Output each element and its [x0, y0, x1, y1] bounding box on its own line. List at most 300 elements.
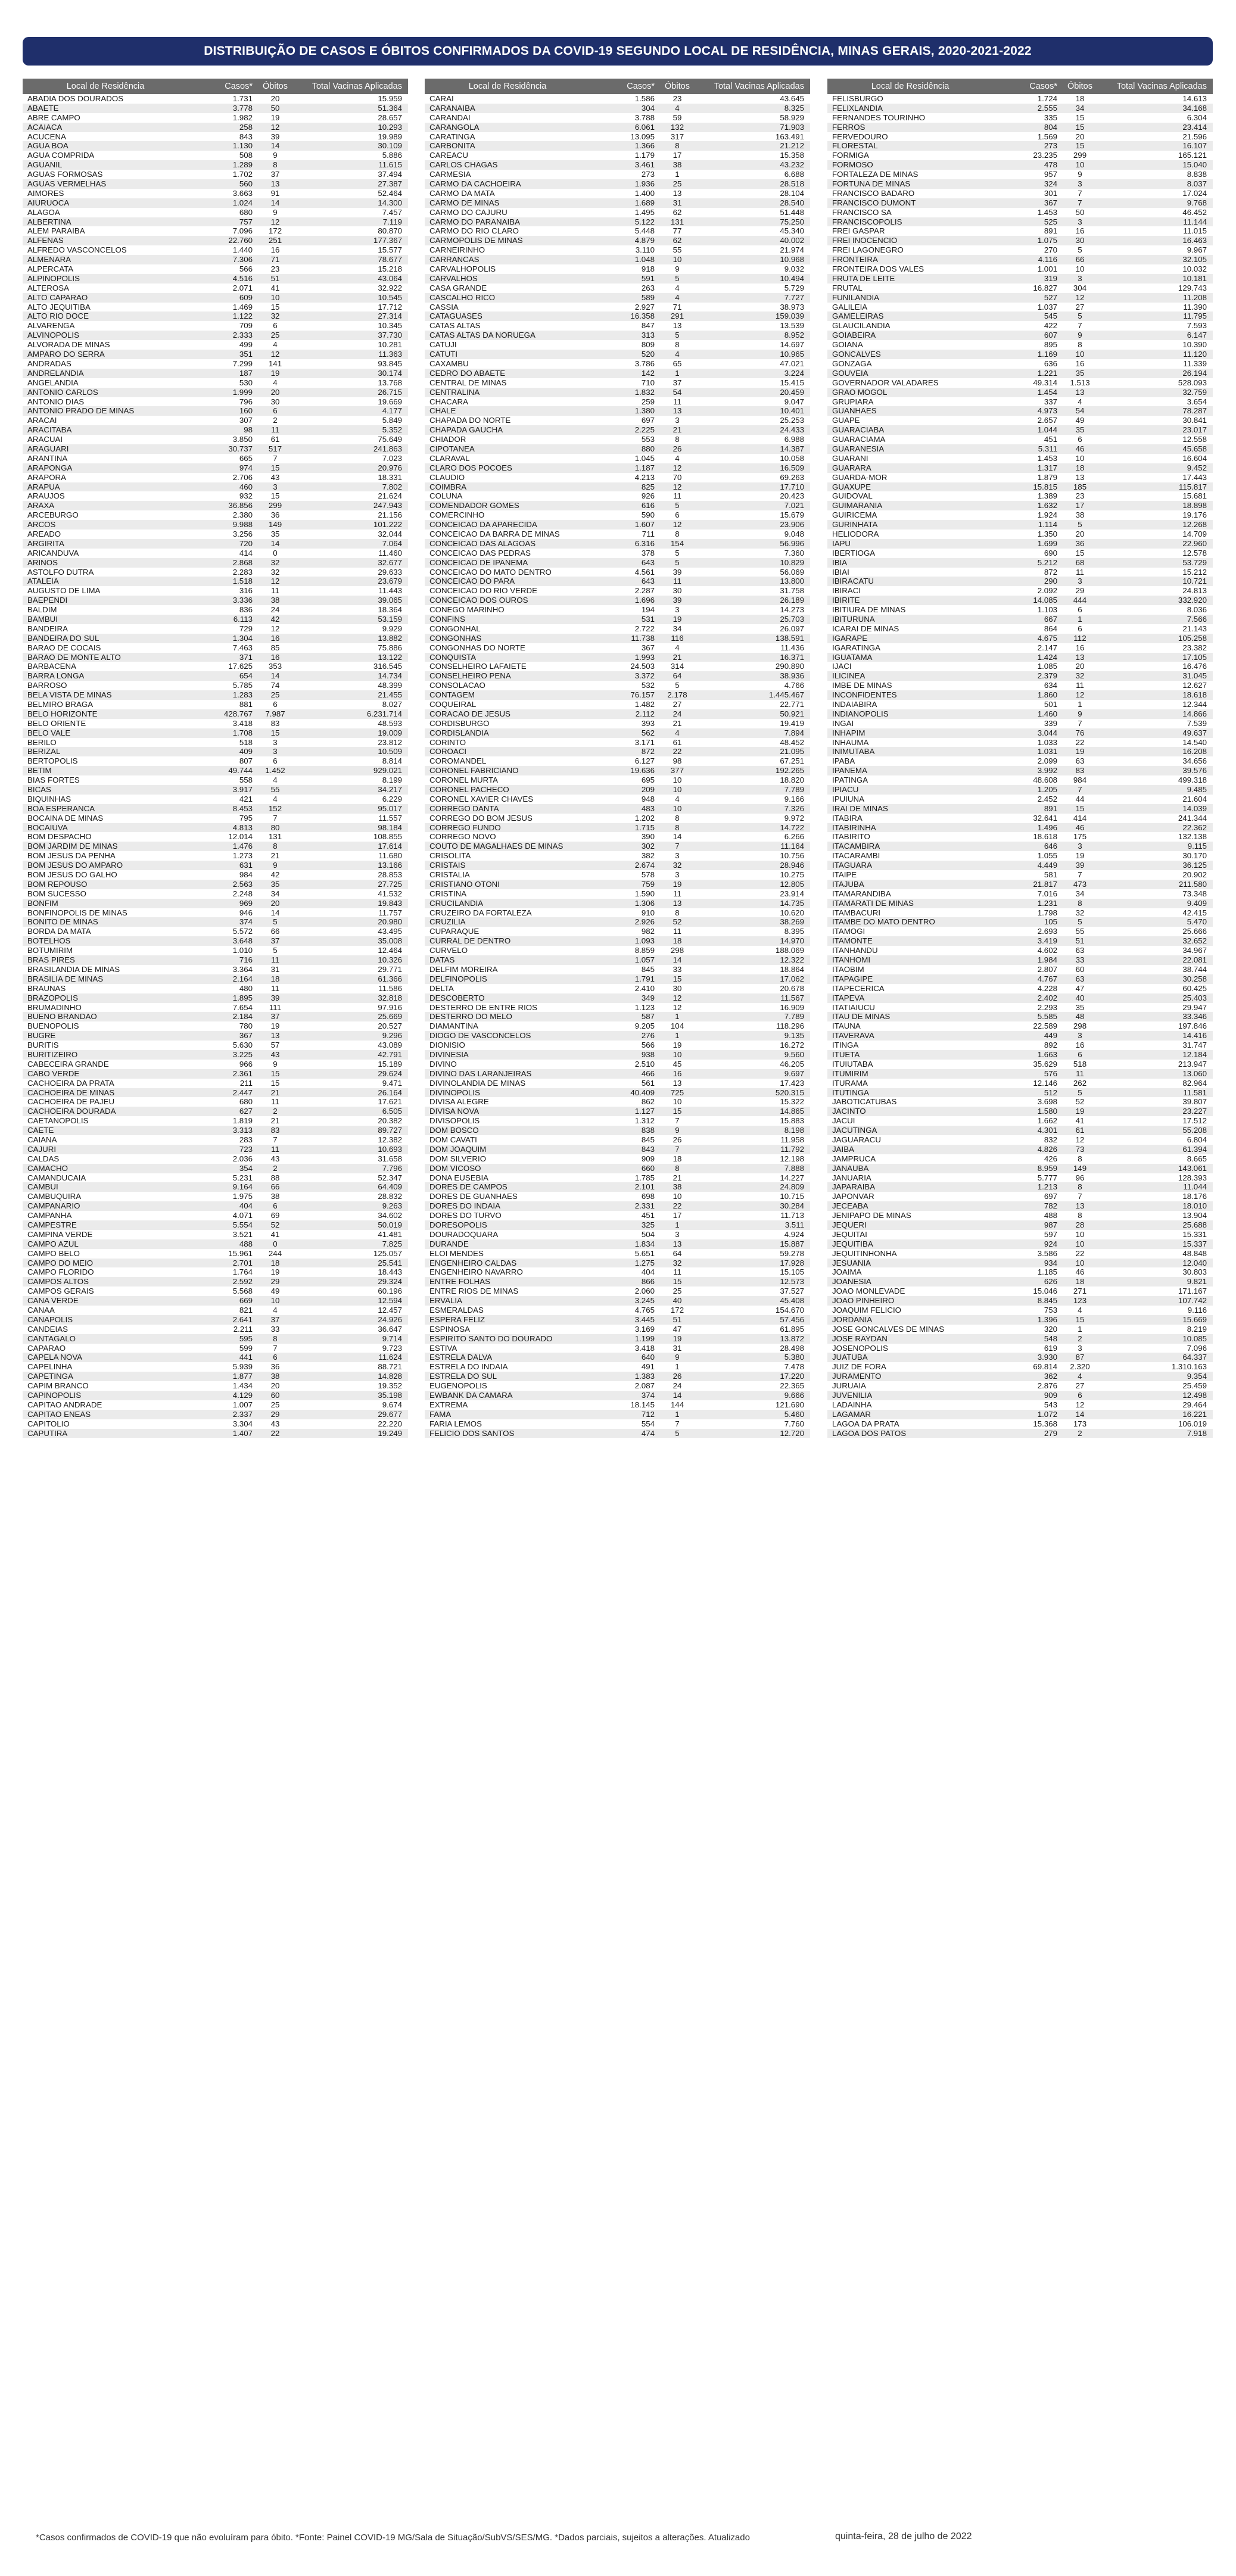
table-row — [827, 350, 1213, 359]
municipality-name: BOM JESUS DO GALHO — [27, 870, 117, 880]
table-row — [23, 586, 408, 596]
deaths-value: 7 — [1078, 321, 1082, 331]
cases-value: 566 — [239, 264, 253, 274]
cases-value: 1.007 — [232, 1400, 253, 1409]
vaccines-value: 17.621 — [378, 1097, 402, 1107]
vaccines-value: 30.841 — [1182, 416, 1207, 425]
municipality-name: ESPIRITO SANTO DO DOURADO — [429, 1334, 553, 1343]
cases-value: 3.461 — [634, 160, 655, 170]
municipality-name: FUNILANDIA — [832, 292, 880, 302]
deaths-value: 12 — [270, 577, 280, 586]
table-row — [425, 1012, 810, 1021]
cases-value: 665 — [239, 453, 253, 463]
municipality-name: ARAGUARI — [27, 444, 69, 453]
cases-value: 4.228 — [1037, 983, 1057, 993]
deaths-value: 304 — [1073, 283, 1087, 292]
vaccines-value: 75.250 — [780, 217, 804, 226]
municipality-name: BURITIZEIRO — [27, 1049, 78, 1059]
municipality-name: ENTRE RIOS DE MINAS — [429, 1287, 519, 1296]
cases-value: 711 — [642, 529, 655, 538]
cases-value: 30.737 — [228, 444, 253, 453]
cases-value: 2.248 — [232, 889, 253, 898]
vaccines-value: 14.709 — [1182, 529, 1207, 538]
vaccines-value: 4.177 — [382, 406, 402, 416]
vaccines-value: 10.401 — [780, 406, 804, 416]
deaths-value: 3 — [1078, 179, 1082, 189]
deaths-value: 6 — [273, 756, 278, 766]
deaths-value: 10 — [270, 292, 280, 302]
deaths-value: 14 — [673, 832, 682, 842]
vaccines-value: 29.633 — [378, 567, 402, 577]
table-row — [827, 880, 1213, 889]
vaccines-value: 28.657 — [378, 113, 402, 122]
deaths-value: 44 — [1075, 794, 1085, 803]
municipality-name: BERTOPOLIS — [27, 756, 78, 766]
vaccines-value: 177.367 — [373, 236, 402, 245]
vaccines-value: 32.818 — [378, 993, 402, 1002]
cases-value: 581 — [1044, 870, 1057, 880]
table-row — [23, 113, 408, 123]
municipality-name: CAPUTIRA — [27, 1428, 68, 1438]
vaccines-value: 28.498 — [780, 1343, 804, 1353]
cases-value: 669 — [239, 1296, 253, 1306]
cases-value: 6.127 — [634, 756, 655, 766]
deaths-value: 43 — [270, 1419, 280, 1428]
cases-value: 1.037 — [1037, 302, 1057, 312]
cases-value: 320 — [1044, 1324, 1057, 1334]
cases-value: 6.316 — [634, 538, 655, 548]
cases-value: 1.495 — [634, 207, 655, 217]
cases-value: 15.368 — [1033, 1419, 1057, 1428]
table-row — [23, 482, 408, 492]
table-row — [827, 927, 1213, 936]
municipality-name: IAPU — [832, 538, 851, 548]
municipality-name: CARMESIA — [429, 170, 471, 179]
deaths-value: 9 — [1078, 170, 1082, 179]
municipality-name: BELO HORIZONTE — [27, 709, 98, 718]
vaccines-value: 13.800 — [780, 577, 804, 586]
table-row — [23, 596, 408, 605]
table-row — [23, 226, 408, 236]
municipality-name: GUIMARANIA — [832, 501, 883, 510]
table-row — [425, 236, 810, 245]
deaths-value: 15 — [270, 728, 280, 737]
deaths-value: 15 — [673, 974, 682, 983]
vaccines-value: 5.460 — [784, 1409, 804, 1419]
municipality-name: BARBACENA — [27, 662, 77, 671]
municipality-name: JOAQUIM FELICIO — [832, 1306, 901, 1315]
table-row — [827, 738, 1213, 747]
vaccines-value: 18.010 — [1182, 1201, 1207, 1211]
municipality-name: BOM JESUS DO AMPARO — [27, 861, 123, 870]
vaccines-value: 11.144 — [1183, 217, 1207, 226]
vaccines-value: 60.425 — [1182, 983, 1207, 993]
cases-value: 1.715 — [634, 823, 655, 832]
deaths-value: 1 — [675, 1012, 680, 1021]
deaths-value: 60 — [270, 1391, 280, 1400]
table-row — [425, 1021, 810, 1031]
table-row — [827, 908, 1213, 918]
deaths-value: 15 — [270, 463, 280, 472]
cases-value: 367 — [1044, 198, 1057, 207]
table-row — [827, 1296, 1213, 1306]
deaths-value: 63 — [1075, 974, 1085, 983]
cases-value: 2.592 — [232, 1277, 253, 1287]
cases-value: 404 — [239, 1201, 253, 1211]
cases-value: 646 — [1044, 842, 1057, 851]
vaccines-value: 107.742 — [1178, 1296, 1207, 1306]
vaccines-value: 10.721 — [1182, 577, 1207, 586]
deaths-value: 4 — [675, 350, 680, 359]
deaths-value: 19 — [270, 368, 280, 378]
table-row — [23, 615, 408, 624]
deaths-value: 9 — [1078, 709, 1082, 718]
cases-value: 636 — [1044, 359, 1057, 368]
table-row — [827, 1031, 1213, 1041]
deaths-value: 85 — [270, 643, 280, 652]
table-row — [425, 397, 810, 407]
table-row — [23, 1429, 408, 1438]
municipality-name: CARAI — [429, 94, 454, 103]
cases-value: 838 — [641, 1126, 655, 1135]
deaths-value: 38 — [1075, 510, 1085, 520]
cases-value: 587 — [641, 1012, 655, 1021]
municipality-name: CAMPO DO MEIO — [27, 1258, 94, 1267]
table-row — [23, 284, 408, 293]
cases-value: 1.791 — [634, 974, 655, 983]
table-row — [23, 217, 408, 227]
vaccines-value: 30.258 — [1182, 974, 1207, 983]
table-row — [425, 312, 810, 321]
vaccines-value: 12.457 — [378, 1306, 402, 1315]
municipality-name: IMBE DE MINAS — [832, 681, 892, 690]
vaccines-value: 17.443 — [1182, 472, 1207, 482]
cases-value: 5.311 — [1038, 444, 1057, 453]
vaccines-value: 21.974 — [780, 245, 804, 255]
table-row — [23, 756, 408, 766]
deaths-value: 48 — [1075, 1012, 1085, 1021]
vaccines-value: 29.324 — [378, 1277, 402, 1287]
deaths-value: 13 — [673, 898, 682, 908]
vaccines-value: 7.760 — [784, 1419, 804, 1428]
cases-value: 290 — [1044, 577, 1057, 586]
vaccines-value: 6.266 — [784, 832, 804, 842]
vaccines-value: 7.021 — [784, 501, 804, 510]
cases-value: 909 — [1044, 1391, 1057, 1400]
table-row — [23, 558, 408, 568]
table-row — [425, 444, 810, 454]
deaths-value: 61 — [1075, 1126, 1085, 1135]
municipality-name: INCONFIDENTES — [832, 690, 897, 700]
cases-value: 782 — [1044, 1201, 1057, 1211]
cases-value: 4.675 — [1037, 633, 1057, 643]
municipality-name: FRANCISCO BADARO — [832, 188, 915, 198]
municipality-name: BELO ORIENTE — [27, 718, 86, 728]
table-row — [23, 728, 408, 738]
vaccines-value: 19.249 — [378, 1428, 402, 1438]
municipality-name: BELMIRO BRAGA — [27, 700, 94, 709]
table-row — [425, 340, 810, 350]
table-row — [425, 1003, 810, 1013]
municipality-name: ANGELANDIA — [27, 378, 79, 387]
vaccines-value: 6.988 — [784, 435, 804, 444]
municipality-name: CONSELHEIRO PENA — [429, 671, 511, 681]
vaccines-value: 7.064 — [382, 538, 402, 548]
table-row — [23, 179, 408, 189]
deaths-value: 518 — [1073, 1059, 1087, 1069]
cases-value: 1.832 — [634, 387, 655, 397]
vaccines-value: 28.946 — [780, 861, 804, 870]
table-row — [23, 1277, 408, 1287]
table-row — [23, 984, 408, 993]
table-row — [23, 1012, 408, 1021]
municipality-name: FARIA LEMOS — [429, 1419, 482, 1428]
table-row — [425, 1287, 810, 1296]
table-row — [827, 264, 1213, 274]
municipality-name: CORDISBURGO — [429, 718, 490, 728]
deaths-value: 35 — [1075, 1002, 1085, 1012]
vaccines-value: 11.339 — [1183, 359, 1207, 368]
municipality-name: ARACAI — [27, 416, 57, 425]
municipality-name: DIAMANTINA — [429, 1021, 479, 1031]
cases-value: 3.850 — [232, 435, 253, 444]
deaths-value: 16 — [1075, 226, 1085, 236]
deaths-value: 38 — [270, 1192, 280, 1201]
cases-value: 1.072 — [1037, 1409, 1057, 1419]
municipality-name: ITAVERAVA — [832, 1031, 874, 1041]
vaccines-value: 24.926 — [378, 1315, 402, 1324]
table-row — [827, 1334, 1213, 1344]
table-row — [827, 851, 1213, 861]
deaths-value: 10 — [673, 1192, 682, 1201]
municipality-name: DIVINO DAS LARANJEIRAS — [429, 1069, 532, 1078]
deaths-value: 185 — [1073, 482, 1087, 491]
table-row — [827, 965, 1213, 974]
cases-value: 5.785 — [232, 681, 253, 690]
municipality-name: GLAUCILANDIA — [832, 321, 891, 331]
municipality-name: CONQUISTA — [429, 652, 477, 662]
cases-value: 1.696 — [634, 596, 655, 605]
table-row — [827, 359, 1213, 369]
table-row — [425, 927, 810, 936]
table-row — [827, 444, 1213, 454]
table-row — [827, 491, 1213, 501]
vaccines-value: 11.015 — [1183, 226, 1207, 236]
municipality-name: CONEGO MARINHO — [429, 605, 505, 615]
cases-value: 1.407 — [232, 1428, 253, 1438]
table-row — [23, 444, 408, 454]
cases-value: 1.283 — [232, 690, 253, 700]
cases-value: 382 — [641, 851, 655, 861]
table-row — [827, 1126, 1213, 1135]
deaths-value: 8 — [273, 160, 278, 170]
vaccines-value: 31.658 — [378, 1154, 402, 1163]
cases-value: 49.314 — [1033, 378, 1057, 387]
deaths-value: 16 — [1075, 359, 1085, 368]
vaccines-value: 56.069 — [780, 567, 804, 577]
table-row — [23, 719, 408, 728]
table-row — [23, 880, 408, 889]
vaccines-value: 8.198 — [784, 1126, 804, 1135]
deaths-value: 11 — [1076, 567, 1084, 577]
vaccines-value: 7.119 — [382, 217, 402, 226]
municipality-name: JOSE RAYDAN — [832, 1334, 888, 1343]
municipality-name: DORES DO INDAIA — [429, 1201, 500, 1211]
vaccines-value: 45.658 — [1182, 444, 1207, 453]
table-row — [425, 1372, 810, 1381]
deaths-value: 40 — [673, 1296, 682, 1306]
municipality-name: JUATUBA — [832, 1353, 868, 1362]
cases-value: 680 — [239, 207, 253, 217]
cases-value: 553 — [641, 435, 655, 444]
municipality-name: GOIANA — [832, 340, 863, 350]
vaccines-value: 7.457 — [382, 207, 402, 217]
municipality-name: BOM JARDIM DE MINAS — [27, 842, 118, 851]
municipality-name: EUGENOPOLIS — [429, 1381, 487, 1391]
cases-value: 926 — [641, 491, 655, 501]
municipality-name: FAMA — [429, 1409, 452, 1419]
municipality-name: AUGUSTO DE LIMA — [27, 586, 101, 596]
table-row — [23, 662, 408, 671]
table-row — [23, 1079, 408, 1088]
table-row — [425, 331, 810, 340]
municipality-name: DURANDE — [429, 1239, 469, 1248]
vaccines-value: 17.423 — [780, 1078, 804, 1088]
cases-value: 460 — [239, 482, 253, 491]
deaths-value: 7 — [675, 842, 680, 851]
cases-value: 1.662 — [1037, 1116, 1057, 1126]
deaths-value: 31 — [673, 1343, 682, 1353]
municipality-name: CASSIA — [429, 302, 459, 312]
municipality-name: JAMPRUCA — [832, 1154, 876, 1163]
deaths-value: 3 — [1078, 842, 1082, 851]
vaccines-value: 20.459 — [780, 387, 804, 397]
cases-value: 1.975 — [232, 1192, 253, 1201]
vaccines-value: 11.615 — [378, 160, 402, 170]
deaths-value: 18 — [1075, 94, 1085, 103]
municipality-name: CONCEICAO DAS PEDRAS — [429, 548, 531, 557]
municipality-name: DORESOPOLIS — [429, 1220, 487, 1229]
cases-value: 339 — [1044, 718, 1057, 728]
vaccines-value: 38.744 — [1182, 964, 1207, 974]
vaccines-value: 14.387 — [780, 444, 804, 453]
cases-value: 6.113 — [233, 614, 253, 624]
municipality-name: CARBONITA — [429, 141, 475, 151]
vaccines-value: 21.143 — [1182, 624, 1207, 633]
cases-value: 2.071 — [232, 283, 253, 292]
vaccines-value: 23.906 — [780, 520, 804, 529]
municipality-name: ERVALIA — [429, 1296, 462, 1306]
vaccines-value: 25.459 — [1182, 1381, 1207, 1391]
municipality-name: AIMORES — [27, 188, 64, 198]
deaths-value: 12 — [1075, 292, 1085, 302]
vaccines-value: 4.766 — [784, 681, 804, 690]
table-row — [827, 198, 1213, 208]
cases-value: 716 — [239, 955, 253, 965]
cases-value: 862 — [641, 1097, 655, 1107]
deaths-value: 32 — [673, 1258, 682, 1267]
municipality-name: CAREACU — [429, 151, 469, 160]
table-row — [827, 529, 1213, 539]
cases-value: 409 — [239, 747, 253, 756]
cases-value: 13.095 — [630, 132, 655, 141]
deaths-value: 15 — [270, 491, 280, 501]
deaths-value: 2 — [1078, 1334, 1082, 1343]
cases-value: 504 — [641, 1229, 655, 1239]
deaths-value: 33 — [1075, 955, 1085, 965]
vaccines-value: 8.952 — [784, 331, 804, 340]
municipality-name: JOANESIA — [832, 1277, 871, 1287]
municipality-name: ESTIVA — [429, 1343, 457, 1353]
table-row — [23, 463, 408, 473]
cases-value: 872 — [641, 747, 655, 756]
deaths-value: 10 — [673, 255, 682, 264]
table-row — [23, 1344, 408, 1353]
municipality-name: CONCEICAO DE IPANEMA — [429, 557, 528, 567]
table-row — [425, 1400, 810, 1410]
deaths-value: 32 — [270, 557, 280, 567]
municipality-name: LAGOA DOS PATOS — [832, 1428, 907, 1438]
deaths-value: 6 — [273, 406, 278, 416]
table-row — [827, 586, 1213, 596]
table-row — [425, 1126, 810, 1135]
cases-value: 3.418 — [232, 718, 253, 728]
deaths-value: 5 — [675, 1428, 680, 1438]
cases-value: 7.096 — [232, 226, 253, 236]
cases-value: 3.698 — [1037, 1097, 1057, 1107]
table-row — [827, 1419, 1213, 1429]
deaths-value: 26 — [673, 1135, 682, 1144]
table-row — [23, 804, 408, 814]
cases-value: 1.580 — [1037, 1107, 1057, 1116]
cases-value: 18.145 — [630, 1400, 655, 1409]
table-row — [23, 1031, 408, 1041]
cases-value: 374 — [641, 1391, 655, 1400]
vaccines-value: 8.027 — [382, 700, 402, 709]
cases-value: 1.702 — [232, 170, 253, 179]
table-row — [425, 1192, 810, 1201]
municipality-name: ALPINOPOLIS — [27, 273, 80, 283]
vaccines-value: 45.340 — [780, 226, 804, 236]
municipality-name: ANTONIO PRADO DE MINAS — [27, 406, 135, 416]
table-row — [827, 435, 1213, 444]
municipality-name: ATALEIA — [27, 577, 59, 586]
deaths-value: 17 — [1075, 501, 1085, 510]
deaths-value: 24 — [270, 605, 280, 615]
vaccines-value: 16.208 — [1182, 747, 1207, 756]
header-local: Local de Residência — [468, 82, 547, 91]
table-row — [425, 1249, 810, 1259]
vaccines-value: 55.208 — [1182, 1126, 1207, 1135]
municipality-name: CARANAIBA — [429, 103, 475, 113]
table-row — [425, 634, 810, 643]
cases-value: 49.744 — [228, 766, 253, 775]
table-row — [425, 482, 810, 492]
table-row — [827, 605, 1213, 615]
table-row — [827, 549, 1213, 558]
vaccines-value: 14.735 — [780, 898, 804, 908]
deaths-value: 5 — [1078, 917, 1082, 927]
table-row — [425, 132, 810, 142]
deaths-value: 23 — [673, 94, 682, 103]
cases-value: 5.448 — [634, 226, 655, 236]
vaccines-value: 16.221 — [1182, 1409, 1207, 1419]
municipality-name: AGUAS FORMOSAS — [27, 170, 103, 179]
table-row — [23, 1259, 408, 1268]
municipality-name: GOUVEIA — [832, 368, 868, 378]
cases-value: 1.275 — [634, 1258, 655, 1267]
table-row — [23, 1126, 408, 1135]
